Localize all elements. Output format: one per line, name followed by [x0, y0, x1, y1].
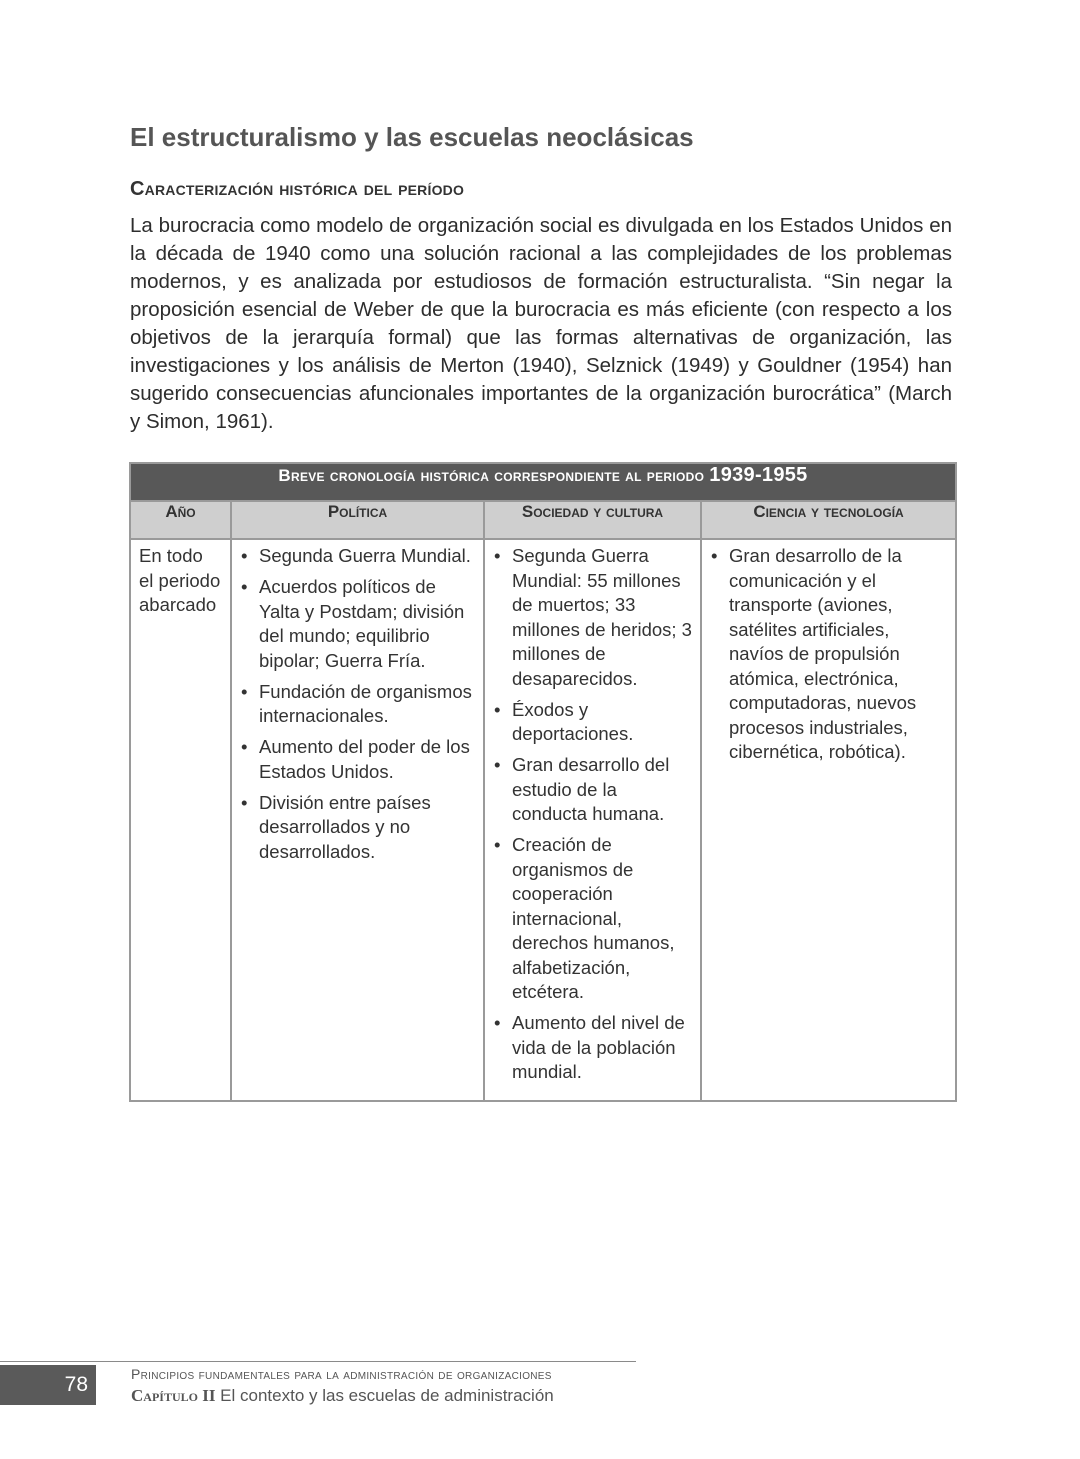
science-list: [710, 544, 947, 765]
footer-book-title: Principios fundamentales para la administración de organizaciones: [131, 1366, 552, 1382]
list-item: • División entre países desarrollados y no desarrollados.: [240, 791, 475, 865]
list-item: • Acuerdos políticos de Yalta y Postdam; división del mundo; equilibrio bipolar; Guerra Fría.: [240, 575, 475, 673]
list-item: • Segunda Guerra Mundial: 55 millones de muertos; 33 millones de heridos; 3 millones de desaparecidos.: [493, 544, 692, 691]
table-caption-text: Breve cronología histórica correspondiente al periodo: [278, 466, 705, 485]
subsection-title: Caracterización histórica del período: [130, 178, 465, 200]
list-item: • Aumento del poder de los Estados Unidos.: [240, 735, 475, 784]
list-item: • Gran desarrollo del estudio de la conducta humana.: [493, 753, 692, 827]
footer-chapter-title: El contexto y las escuelas de administración: [220, 1386, 554, 1405]
list-item: • Gran desarrollo de la comunicación y el transporte (aviones, satélites artificiales, navíos de propulsión atómica, electrónica, computadoras, nuevos procesos industriales, cibernética, robótica).: [710, 544, 947, 765]
politics-cell: [231, 539, 484, 1101]
society-list: [493, 544, 692, 1085]
footer-chapter: [131, 1386, 831, 1406]
footer-chapter-label: Capítulo II: [131, 1386, 216, 1405]
list-item: • Éxodos y deportaciones.: [493, 698, 692, 747]
chronology-table: [129, 462, 957, 1102]
table-header-row: [130, 501, 956, 539]
list-item: • Fundación de organismos internacionales.: [240, 680, 475, 729]
table-row: [130, 539, 956, 1101]
list-item: • Creación de organismos de cooperación internacional, derechos humanos, alfabetización, etcétera.: [493, 833, 692, 1005]
column-header-science: Ciencia y tecnología: [701, 501, 956, 539]
list-item: • Segunda Guerra Mundial.: [240, 544, 475, 569]
table-caption: [130, 463, 956, 501]
table-caption-years: 1939-1955: [709, 464, 808, 486]
year-cell: En todo el periodo abarcado: [130, 539, 231, 1101]
column-header-year: Año: [130, 501, 231, 539]
table-caption-row: [130, 463, 956, 501]
section-title: El estructuralismo y las escuelas neoclásicas: [130, 122, 694, 152]
column-header-politics: Política: [231, 501, 484, 539]
intro-paragraph: La burocracia como modelo de organización social es divulgada en los Estados Unidos en la década de 1940 como una solución racional a las complejidades de los problemas modernos, y es analizada por estudiosos de formación estructuralista. “Sin negar la proposición esencial de Weber de que la burocracia es más eficiente (con respecto a los objetivos de la jerarquía formal) que las formas alternativas de organización, las investigaciones y los análisis de Merton (1940), Selznick (1949) y Gouldner (1954) han sugerido consecuencias afuncionales importantes de la organización burocrática” (March y Simon, 1961).: [130, 214, 952, 433]
science-cell: [701, 539, 956, 1101]
list-item: • Aumento del nivel de vida de la población mundial.: [493, 1011, 692, 1085]
footer-divider: [0, 1361, 636, 1362]
page-number: 78: [0, 1365, 96, 1405]
politics-list: [240, 544, 475, 864]
society-cell: [484, 539, 701, 1101]
column-header-society: Sociedad y cultura: [484, 501, 701, 539]
